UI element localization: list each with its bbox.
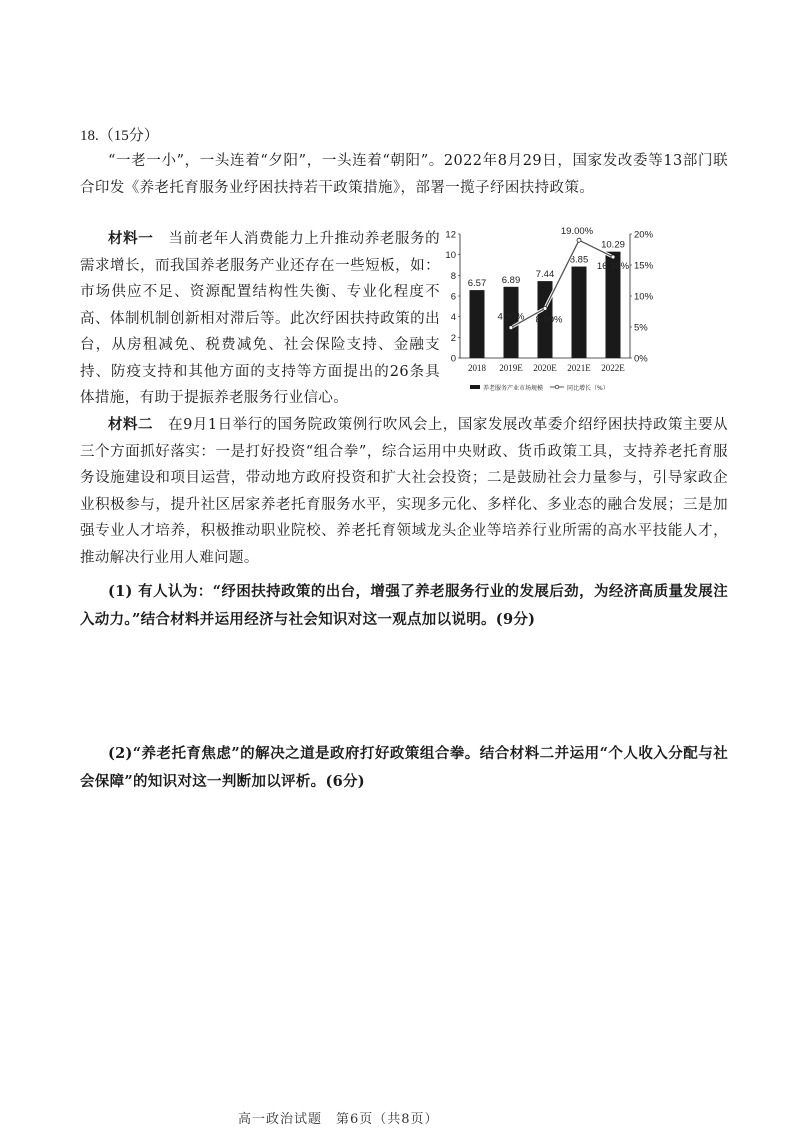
material-two-label: 材料二: [108, 416, 154, 433]
material-two-text: 在9月1日举行的国务院政策例行吹风会上，国家发展改革委介绍纾困扶持政策主要从三个方面抓好落实：一是打好投资“组合拳”，综合运用中央财政、货币政策工具，支持养老托育服务设施建设和项目运营，带动地方政府投资和扩大社会投资；二是鼓励社会力量参与，引导家政企业积极参与，提升社区居家养老托育服务水平，实现多元化、多样化、多业态的融合发展；三是加强专业人才培养，积极推动职业院校、养老托育领域龙头企业等培养行业所需的高水平技能人才，推动解决行业用人难问题。: [80, 417, 728, 566]
growth-value-label: 8.00%: [535, 314, 563, 326]
x-tick-label: 2020E: [533, 363, 557, 373]
market-size-chart: [440, 222, 672, 400]
y-left-tick-label: 8: [450, 270, 456, 282]
growth-value-label: 4.90%: [497, 311, 525, 323]
x-tick-label: 2018: [468, 363, 486, 373]
y-right-tick-label: 0%: [634, 353, 648, 365]
chart-svg: [440, 222, 672, 400]
sub-question-1: (1) 有人认为：“纾困扶持政策的出台，增强了养老服务行业的发展后劲，为经济高质量发展注入动力。”结合材料并运用经济与社会知识对这一观点加以说明。(9分): [80, 583, 728, 628]
x-tick-label: 2019E: [499, 363, 523, 373]
bar-value-label: 6.57: [467, 278, 487, 290]
material-one-label: 材料一: [108, 230, 154, 247]
bar-value-label: 7.44: [535, 269, 555, 281]
y-left-tick-label: 10: [445, 250, 456, 262]
y-left-tick-label: 12: [445, 229, 456, 241]
y-left-tick-label: 0: [450, 353, 456, 365]
x-tick-label: 2022E: [601, 363, 625, 373]
sub-question-2: (2)“养老托育焦虑”的解决之道是政府打好政策组合拳。结合材料二并运用“个人收入分配与社会保障”的知识对这一判断加以评析。(6分): [80, 745, 728, 790]
bar-value-label: 10.29: [601, 239, 625, 251]
legend-bar-swatch: [470, 385, 480, 389]
legend-line-marker: [555, 385, 559, 389]
growth-point: [543, 306, 547, 310]
y-right-tick-label: 5%: [634, 322, 648, 334]
growth-value-label: 16.30%: [596, 260, 630, 272]
growth-point: [509, 326, 513, 330]
bar: [572, 267, 587, 358]
y-right-tick-label: 10%: [634, 291, 654, 303]
material-one-text: 当前老年人消费能力上升推动养老服务的需求增长，而我国养老服务产业还存在一些短板，如：市场供应不足、资源配置结构性失衡、专业化程度不高、体制机制创新相对滞后等。此次纾困扶持政策的出台，从房租减免、税费减免、社会保险支持、金融支持、防疫支持和其他方面的支持等方面提出的26条具体措施，有助于提振养老服务行业信心。: [80, 231, 441, 406]
y-left-tick-label: 4: [450, 312, 456, 324]
bar-value-label: 6.89: [501, 274, 521, 286]
growth-point: [577, 238, 581, 242]
material-two: [80, 412, 728, 571]
y-left-tick-label: 2: [450, 332, 456, 344]
page-footer: 高一政治试题 第6页（共8页）: [238, 1112, 439, 1127]
legend-line-label: 同比增长（%）: [567, 385, 609, 392]
legend-bar-label: 养老服务产业市场规模: [483, 385, 544, 392]
question-number: 18.（15分）: [80, 128, 159, 144]
y-left-tick-label: 6: [450, 291, 456, 303]
material-one: [80, 226, 440, 412]
bar: [470, 290, 485, 358]
y-right-tick-label: 15%: [634, 260, 654, 272]
bar-value-label: 8.85: [569, 254, 589, 266]
y-right-tick-label: 20%: [634, 229, 654, 241]
growth-value-label: 19.00%: [560, 226, 594, 238]
growth-point: [611, 255, 615, 259]
question-intro: “一老一小”，一头连着“夕阳”，一头连着“朝阳”。2022年8月29日，国家发改委等13部门联合印发《养老托育服务业纾困扶持若干政策措施》，部署一揽子纾困扶持政策。: [80, 153, 728, 196]
x-tick-label: 2021E: [567, 363, 591, 373]
